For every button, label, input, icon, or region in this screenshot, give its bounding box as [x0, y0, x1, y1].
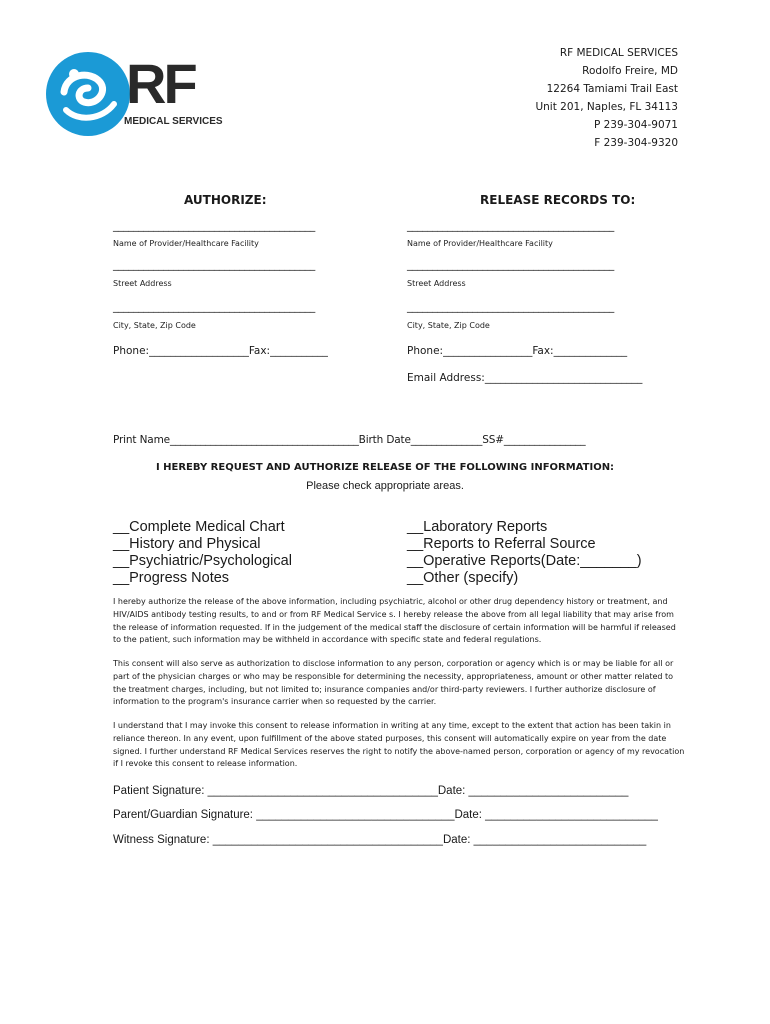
release-street-line[interactable]: _________________________________________	[407, 259, 615, 271]
print-name-birth-ss-line[interactable]: Print Name_____________________________________Birth Date______________SS#________________	[113, 434, 586, 446]
practice-name: RF MEDICAL SERVICES	[559, 47, 678, 59]
unit-city: Unit 201, Naples, FL 34113	[535, 101, 678, 113]
release-street-label: Street Address	[407, 279, 466, 288]
check-progress-notes[interactable]: __Progress Notes	[113, 570, 230, 586]
check-psychiatric[interactable]: __Psychiatric/Psychological	[113, 553, 292, 569]
release-city-line[interactable]: _________________________________________	[407, 301, 615, 313]
release-heading: RELEASE RECORDS TO:	[480, 193, 636, 207]
release-phone-fax[interactable]: Phone:_________________Fax:______________	[407, 345, 628, 357]
authorize-heading: AUTHORIZE:	[184, 193, 267, 207]
practice-address-block	[535, 44, 678, 152]
rf-medical-logo	[44, 52, 224, 142]
release-email[interactable]: Email Address:______________________________	[407, 372, 643, 384]
authorize-city-line[interactable]: ________________________________________	[113, 301, 316, 313]
check-laboratory-reports[interactable]: __Laboratory Reports	[407, 519, 548, 535]
disclosure-consent-paragraph: This consent will also serve as authorization to disclose information to any person, corporation or agency which is or may be liable for all or part of the physician charges or who may be responsible for determining the necessity, appropriateness, amount or other matter related to the treatment charges, including, but not limited to; insurance companies and/or third-party reviewers. I further authorize disclosure of information to the program's insurance carrier when so requested by the carrier.	[113, 659, 674, 707]
release-provider-line[interactable]: _________________________________________	[407, 220, 615, 232]
check-history-physical[interactable]: __History and Physical	[113, 536, 261, 552]
checklist-right	[407, 519, 642, 587]
authorize-city-label: City, State, Zip Code	[113, 321, 196, 330]
revocation-paragraph: I understand that I may invoke this consent to release information in writing at any time, except to the extent that action has been takin in reliance thereon. In any event, upon fulfillment of the above stated purposes, this consent will automatically expire on year from the date signed. I further understand RF Medical Services reserves the right to notify the above-named person, corporation or agency of my revocation if I revoke this consent to release information.	[113, 721, 685, 769]
request-heading: I HEREBY REQUEST AND AUTHORIZE RELEASE OF THE FOLLOWING INFORMATION:	[155, 462, 615, 473]
patient-signature-line[interactable]: Patient Signature: ____________________________________Date: _________________________	[113, 785, 629, 797]
authorize-street-line[interactable]: ________________________________________	[113, 259, 316, 271]
phone-number: P 239-304-9071	[593, 119, 678, 131]
check-operative-reports[interactable]: __Operative Reports(Date:_______)	[407, 553, 642, 569]
authorize-provider-line[interactable]: ________________________________________	[113, 220, 316, 232]
check-referral-reports[interactable]: __Reports to Referral Source	[407, 536, 596, 552]
witness-signature-line[interactable]: Witness Signature: ____________________________________Date: ___________________________	[113, 834, 647, 846]
logo-subtext: MEDICAL SERVICES	[124, 116, 223, 127]
release-liability-paragraph: I hereby authorize the release of the above information, including psychiatric, alcohol or other drug dependency history or treatment, and HIV/AIDS antibody testing results, to and or from RF Medical Service s. I hereby release the above from all legal liability that may arise from the release of information requested. If in the judgement of the medical staff the disclosure of certain information will be harmful if released to the patient, such information may be withheld in accordance with specific state and federal regulations.	[113, 597, 676, 645]
logo-rf-text: RF	[126, 52, 195, 115]
authorize-provider-label: Name of Provider/Healthcare Facility	[113, 239, 259, 248]
check-complete-medical-chart[interactable]: __Complete Medical Chart	[113, 519, 285, 535]
fax-number: F 239-304-9320	[594, 137, 678, 149]
physician-name: Rodolfo Freire, MD	[582, 65, 678, 77]
release-city-label: City, State, Zip Code	[407, 321, 490, 330]
street-address: 12264 Tamiami Trail East	[546, 83, 678, 95]
guardian-signature-line[interactable]: Parent/Guardian Signature: _______________________________Date: ___________________________	[113, 809, 658, 821]
authorize-phone-fax[interactable]: Phone:___________________Fax:___________	[113, 345, 328, 357]
authorize-street-label: Street Address	[113, 279, 172, 288]
checklist-left	[113, 519, 292, 587]
release-provider-label: Name of Provider/Healthcare Facility	[407, 239, 553, 248]
check-other[interactable]: __Other (specify)	[407, 570, 519, 586]
check-note: Please check appropriate areas.	[306, 480, 464, 492]
